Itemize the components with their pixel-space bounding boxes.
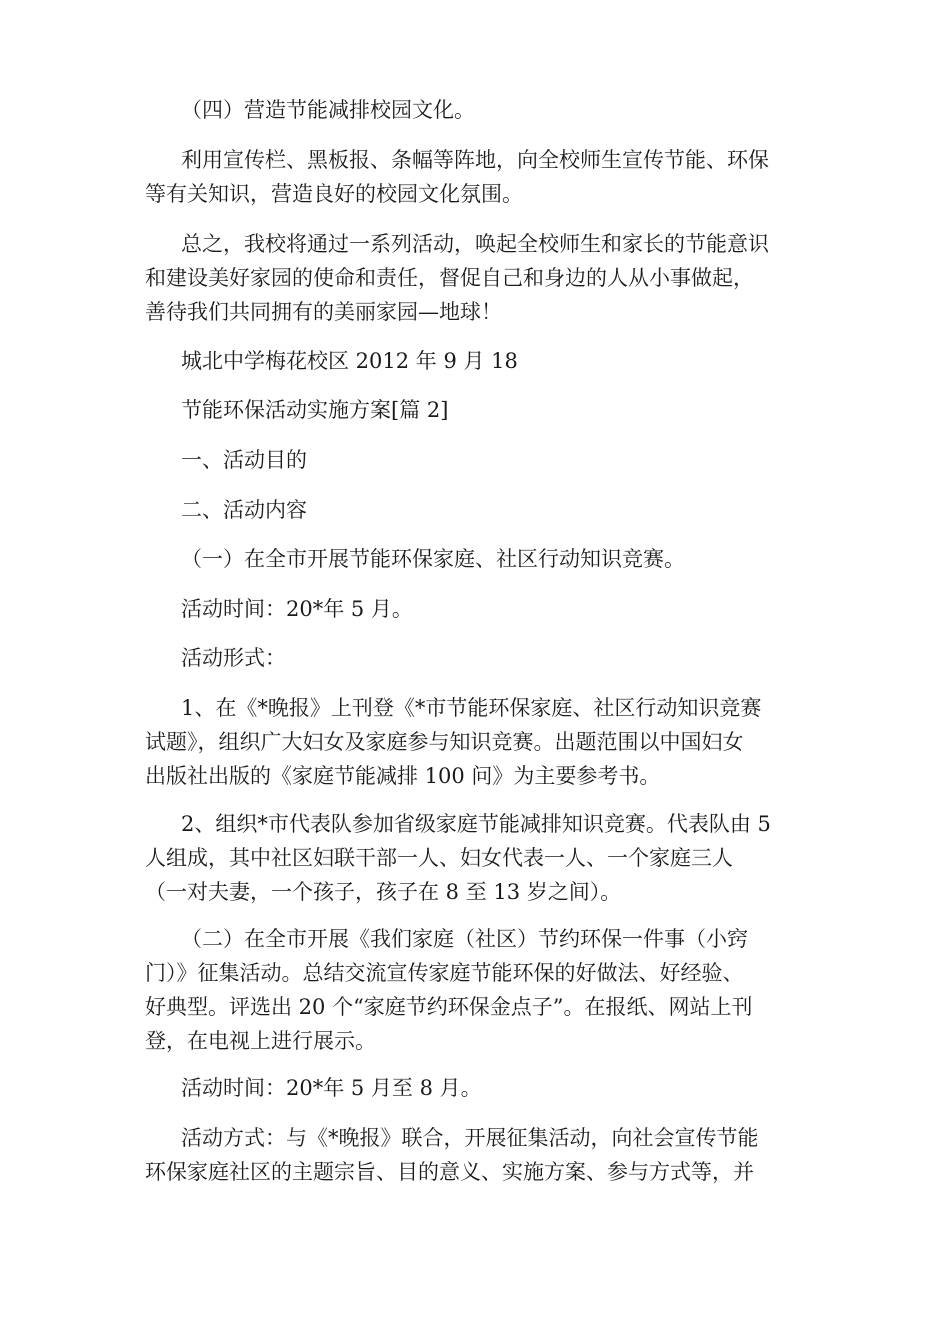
text-line: 门）》征集活动。总结交流宣传家庭节能环保的好做法、好经验、 xyxy=(145,961,744,985)
text-line: （一对夫妻，一个孩子，孩子在 8 至 13 岁之间）。 xyxy=(145,880,622,904)
paragraph-item-2 xyxy=(145,922,810,1058)
paragraph-conclusion xyxy=(145,227,810,329)
paragraph-item-1-form xyxy=(145,641,810,675)
paragraph-signature xyxy=(145,344,810,378)
paragraph-item-1-heading xyxy=(145,542,810,576)
text-line: 2、组织*市代表队参加省级家庭节能减排知识竞赛。代表队由 5 xyxy=(181,812,771,836)
paragraph-item-1-time xyxy=(145,592,810,626)
text-line: 和建设美好家园的使命和责任，督促自己和身边的人从小事做起， xyxy=(145,266,754,290)
text-line: 善待我们共同拥有的美丽家园—地球！ xyxy=(145,300,502,324)
text-line: 利用宣传栏、黑板报、条幅等阵地，向全校师生宣传节能、环保 xyxy=(181,148,769,172)
text-line: 1、在《*晚报》上刊登《*市节能环保家庭、社区行动知识竞赛 xyxy=(181,696,762,720)
text-line: 总之，我校将通过一系列活动，唤起全校师生和家长的节能意识 xyxy=(181,232,769,256)
text-line: 好典型。评选出 20 个“家庭节约环保金点子”。在报纸、网站上刊 xyxy=(145,995,753,1019)
paragraph-publicity xyxy=(145,143,810,211)
text-line: 一、活动目的 xyxy=(181,448,307,472)
text-line: 二、活动内容 xyxy=(181,498,307,522)
paragraph-heading-content xyxy=(145,493,810,527)
text-line: （二）在全市开展《我们家庭（社区）节约环保一件事（小窍 xyxy=(181,927,748,951)
text-line: （一）在全市开展节能环保家庭、社区行动知识竞赛。 xyxy=(181,547,685,571)
text-line: 活动时间：20*年 5 月。 xyxy=(181,597,413,621)
paragraph-form-1 xyxy=(145,691,810,793)
text-line: 出版社出版的《家庭节能减排 100 问》为主要参考书。 xyxy=(145,764,661,788)
paragraph-plan-title xyxy=(145,393,810,427)
text-line: 人组成，其中社区妇联干部一人、妇女代表一人、一个家庭三人 xyxy=(145,846,733,870)
text-line: 环保家庭社区的主题宗旨、目的意义、实施方案、参与方式等，并 xyxy=(145,1160,754,1184)
text-line: 活动方式：与《*晚报》联合，开展征集活动，向社会宣传节能 xyxy=(181,1126,759,1150)
text-line: 试题》，组织广大妇女及家庭参与知识竞赛。出题范围以中国妇女 xyxy=(145,730,744,754)
text-line: 城北中学梅花校区 2012 年 9 月 18 xyxy=(181,349,518,373)
paragraph-item-2-time xyxy=(145,1071,810,1105)
text-line: 等有关知识，营造良好的校园文化氛围。 xyxy=(145,182,523,206)
text-line: 节能环保活动实施方案[篇 2] xyxy=(181,398,449,422)
text-line: 活动时间：20*年 5 月至 8 月。 xyxy=(181,1076,482,1100)
text-line: （四）营造节能减排校园文化。 xyxy=(181,98,475,122)
text-line: 活动形式： xyxy=(181,646,286,670)
text-line: 登，在电视上进行展示。 xyxy=(145,1029,376,1053)
paragraph-item-2-method xyxy=(145,1121,810,1189)
paragraph-heading-purpose xyxy=(145,443,810,477)
paragraph-form-2 xyxy=(145,807,810,909)
paragraph-section-4-heading xyxy=(145,93,810,127)
